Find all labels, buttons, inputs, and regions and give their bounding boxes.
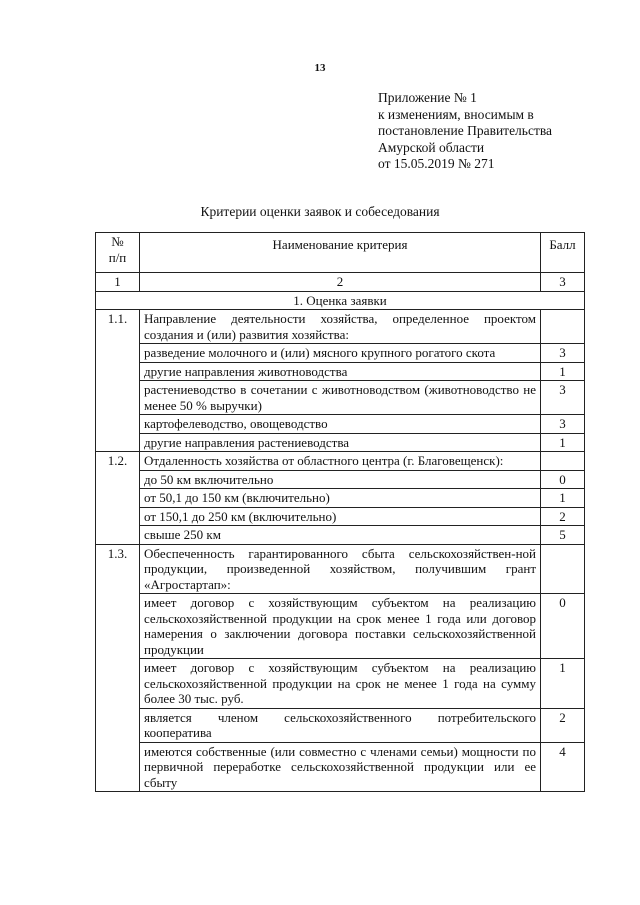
criterion-text: до 50 км включительно: [140, 470, 541, 489]
table-row: [96, 415, 585, 434]
criterion-text: картофелеводство, овощеводство: [140, 415, 541, 434]
table-row: [96, 526, 585, 545]
score-cell: 1: [541, 489, 585, 508]
table-row: [96, 742, 585, 792]
criterion-text: другие направления растениеводства: [140, 433, 541, 452]
appendix-line: Приложение № 1: [378, 90, 477, 105]
criteria-table: [95, 232, 585, 792]
score-cell: 4: [541, 742, 585, 792]
score-cell: 2: [541, 507, 585, 526]
score-cell: 1: [541, 362, 585, 381]
criterion-text: от 150,1 до 250 км (включительно): [140, 507, 541, 526]
group-number: 1.2.: [96, 452, 140, 545]
header-number-cell: [96, 233, 140, 273]
criterion-text: разведение молочного и (или) мясного крупного рогатого скота: [140, 344, 541, 363]
table-row: [96, 708, 585, 742]
table-row: [96, 489, 585, 508]
score-cell: [541, 452, 585, 471]
group-title: Направление деятельности хозяйства, определенное проектом создания и (или) развития хозяйства:: [140, 310, 541, 344]
criterion-text: имеет договор с хозяйствующим субъектом на реализацию сельскохозяйственной продукции на срок не менее 1 года на сумму более 30 тыс. руб.: [140, 659, 541, 709]
criterion-text: свыше 250 км: [140, 526, 541, 545]
criterion-text: растениеводство в сочетании с животноводством (животноводство не менее 50 % выручки): [140, 381, 541, 415]
section-title: 1. Оценка заявки: [96, 291, 585, 310]
column-numbers-row: [96, 273, 585, 292]
criterion-text: другие направления животноводства: [140, 362, 541, 381]
table-row: [96, 470, 585, 489]
table-row: [96, 594, 585, 659]
score-cell: 3: [541, 415, 585, 434]
table-row: [96, 362, 585, 381]
table-row: [96, 544, 585, 594]
table-row: [96, 433, 585, 452]
header-number-sublabel: п/п: [108, 249, 127, 265]
appendix-line: постановление Правительства: [378, 123, 553, 138]
score-cell: 3: [541, 344, 585, 363]
score-cell: 0: [541, 594, 585, 659]
score-cell: 2: [541, 708, 585, 742]
document-title: Критерии оценки заявок и собеседования: [200, 204, 440, 219]
group-title: Отдаленность хозяйства от областного центра (г. Благовещенск):: [140, 452, 541, 471]
appendix-line: Амурской области: [378, 139, 485, 155]
appendix-line: от 15.05.2019 № 271: [378, 156, 495, 171]
score-cell: 1: [541, 659, 585, 709]
table-row: [96, 310, 585, 344]
score-cell: 3: [541, 381, 585, 415]
group-title: Обеспеченность гарантированного сбыта сельскохозяйствен-ной продукции, произведенной хозяйством, получившим грант «Агростартап»:: [140, 544, 541, 594]
column-number: 2: [140, 273, 541, 292]
criterion-text: имеются собственные (или совместно с членами семьи) мощности по первичной переработке сельскохозяйственной продукции или ее сбыту: [140, 742, 541, 792]
page-number: 13: [314, 62, 326, 74]
table-row: [96, 381, 585, 415]
header-score-cell: Балл: [541, 233, 585, 273]
column-number: 1: [96, 273, 140, 292]
appendix-block: [378, 90, 608, 173]
score-cell: 5: [541, 526, 585, 545]
group-number: 1.1.: [96, 310, 140, 452]
criterion-text: имеет договор с хозяйствующим субъектом на реализацию сельскохозяйственной продукции на срок менее 1 года или договор намерения о заключении договора поставки сельскохозяйственной продукции: [140, 594, 541, 659]
header-name-cell: Наименование критерия: [140, 233, 541, 273]
score-cell: 0: [541, 470, 585, 489]
header-number-label: №: [111, 234, 124, 249]
score-cell: [541, 544, 585, 594]
table-row: [96, 344, 585, 363]
appendix-line: к изменениям, вносимым в: [378, 106, 534, 122]
score-cell: 1: [541, 433, 585, 452]
criterion-text: от 50,1 до 150 км (включительно): [140, 489, 541, 508]
table-row: [96, 507, 585, 526]
criterion-text: является членом сельскохозяйственного потребительского кооператива: [140, 708, 541, 742]
group-number: 1.3.: [96, 544, 140, 792]
table-row: [96, 659, 585, 709]
score-cell: [541, 310, 585, 344]
column-number: 3: [541, 273, 585, 292]
table-row: [96, 452, 585, 471]
table-header-row: [96, 233, 585, 273]
section-row: [96, 291, 585, 310]
